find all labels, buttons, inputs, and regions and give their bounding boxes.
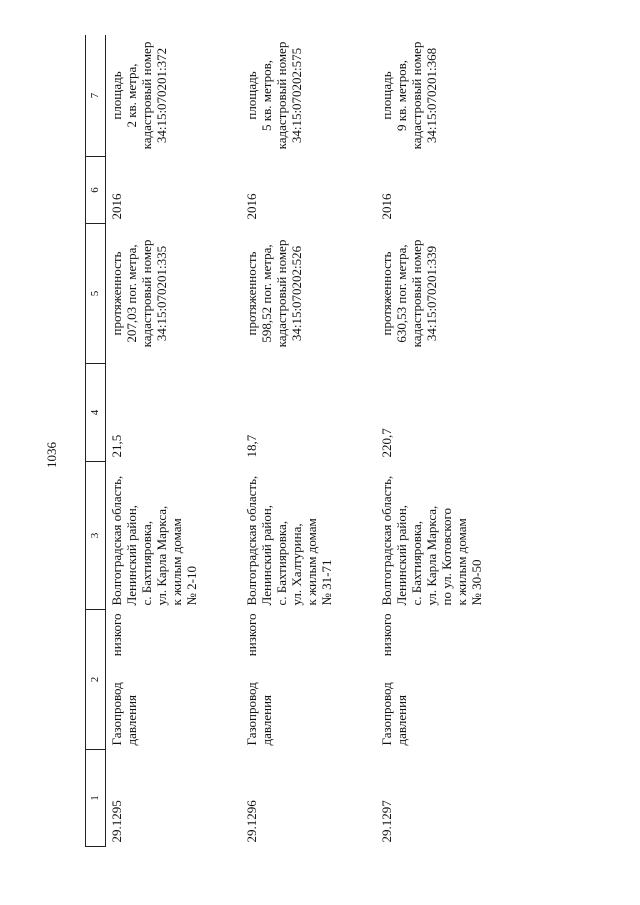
address-line: по ул. Котовского (439, 508, 454, 606)
length-line: 34:15:070201:339 (424, 245, 439, 342)
row-id: 29.1297 (379, 800, 394, 843)
object-length (106, 224, 242, 364)
area-line: площадь (379, 71, 394, 120)
area-line: кадастровый номер (139, 41, 154, 150)
area-line: 2 кв. метра, (124, 63, 139, 128)
length-line: 207,03 пог. метра, (124, 244, 139, 343)
object-area (241, 35, 376, 157)
address-line: с. Бахтияровка, (139, 520, 154, 606)
address-line: Волгоградская область, Ленинский район, (379, 475, 409, 606)
length-line: кадастровый номер (274, 239, 289, 348)
page-number: 1036 (44, 442, 59, 468)
length-line: 630,53 пог. метра, (394, 244, 409, 343)
object-name: Газопровод низкого давления (244, 613, 274, 746)
address-line: к жилым домам (304, 518, 319, 606)
length-line: кадастровый номер (139, 239, 154, 348)
object-value: 220,7 (379, 428, 394, 458)
object-value: 18,7 (244, 434, 259, 458)
header-col-2: 2 (86, 610, 106, 750)
object-address (241, 462, 376, 610)
header-col-7: 7 (86, 35, 106, 157)
table-row (376, 35, 510, 847)
header-col-5: 5 (86, 224, 106, 364)
header-row (86, 35, 106, 847)
area-line: 9 кв. метров, (394, 60, 409, 131)
address-line: к жилым домам (169, 518, 184, 606)
object-length (376, 224, 510, 364)
object-area (376, 35, 510, 157)
area-line: площадь (244, 71, 259, 120)
registry-table (85, 35, 510, 847)
length-line: 34:15:070202:526 (289, 245, 304, 342)
table-header (86, 35, 106, 847)
area-line: кадастровый номер (274, 41, 289, 150)
object-name: Газопровод низкого давления (379, 613, 409, 746)
table-container (85, 35, 510, 847)
header-col-6: 6 (86, 157, 106, 224)
length-line: 598,52 пог. метра, (259, 244, 274, 343)
object-address (106, 462, 242, 610)
object-value: 21,5 (109, 434, 124, 458)
row-id: 29.1296 (244, 800, 259, 843)
length-line: протяженность (244, 251, 259, 336)
area-line: кадастровый номер (409, 41, 424, 150)
area-line: площадь (109, 71, 124, 120)
address-line: с. Бахтияровка, (409, 520, 424, 606)
object-length (241, 224, 376, 364)
address-line: № 30-50 (469, 559, 484, 606)
header-col-1: 1 (86, 750, 106, 847)
address-line: ул. Карла Маркса, (424, 505, 439, 606)
table-row (241, 35, 376, 847)
address-line: к жилым домам (454, 518, 469, 606)
length-line: кадастровый номер (409, 239, 424, 348)
header-col-4: 4 (86, 364, 106, 462)
length-line: протяженность (109, 251, 124, 336)
address-line: № 31-71 (319, 559, 334, 606)
object-year: 2016 (109, 193, 124, 220)
rotated-page-content (85, 35, 510, 847)
object-address (376, 462, 510, 610)
area-line: 34:15:070201:368 (424, 47, 439, 144)
table-body (106, 35, 511, 847)
address-line: № 2-10 (184, 566, 199, 606)
row-id: 29.1295 (109, 800, 124, 843)
area-line: 34:15:070202:575 (289, 47, 304, 144)
object-year: 2016 (379, 193, 394, 220)
address-line: ул. Карла Маркса, (154, 505, 169, 606)
address-line: с. Бахтияровка, (274, 520, 289, 606)
address-line: ул. Халтурина, (289, 523, 304, 606)
header-col-3: 3 (86, 462, 106, 610)
address-line: Волгоградская область, Ленинский район, (109, 475, 139, 606)
area-line: 5 кв. метров, (259, 60, 274, 131)
area-line: 34:15:070201:372 (154, 47, 169, 144)
length-line: 34:15:070201:335 (154, 245, 169, 342)
object-name: Газопровод низкого давления (109, 613, 139, 746)
length-line: протяженность (379, 251, 394, 336)
object-area (106, 35, 242, 157)
table-row (106, 35, 242, 847)
object-year: 2016 (244, 193, 259, 220)
address-line: Волгоградская область, Ленинский район, (244, 475, 274, 606)
